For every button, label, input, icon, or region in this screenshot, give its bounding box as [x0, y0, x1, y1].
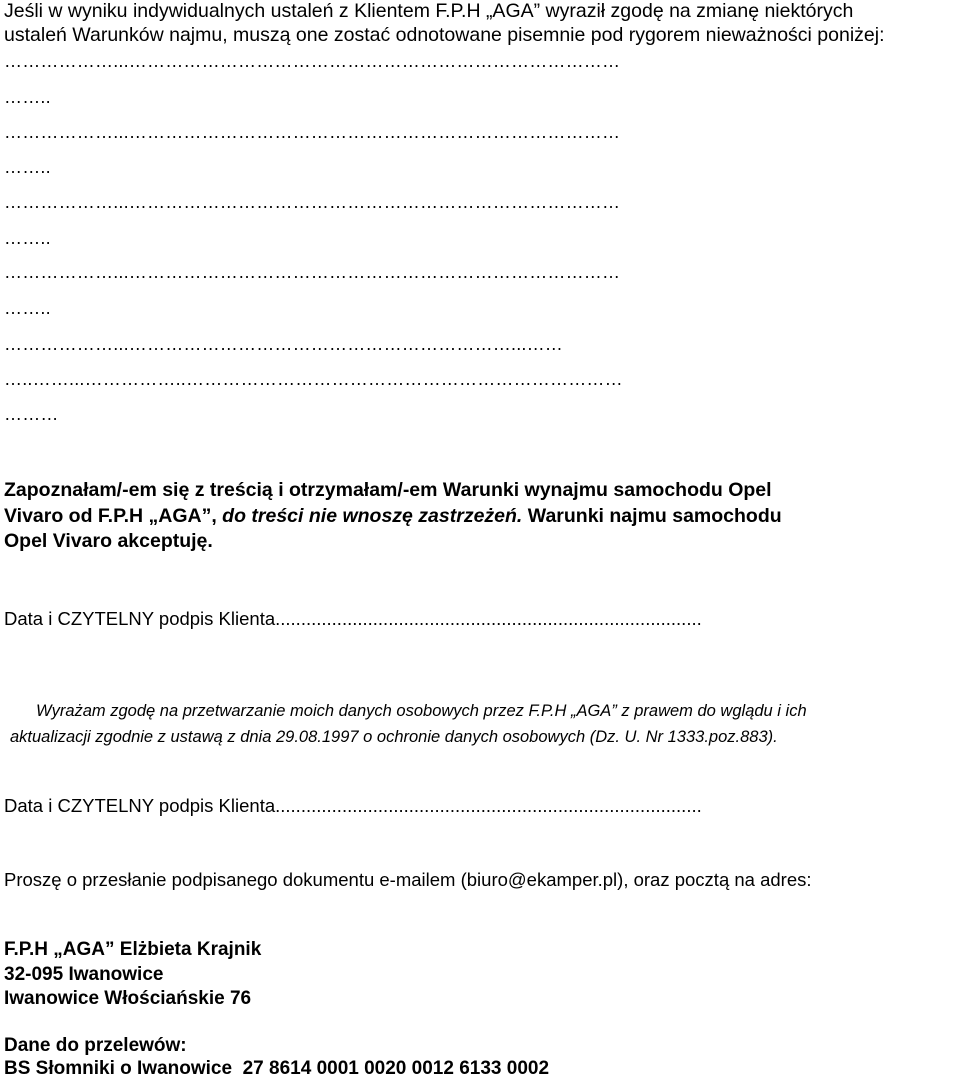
- request-text: Proszę o przesłanie podpisanego dokumentu e-mailem (biuro@ekamper.pl), oraz pocztą na adres:: [4, 869, 812, 890]
- acceptance-line-3: Opel Vivaro akceptuję.: [4, 530, 213, 552]
- address-street: Iwanowice Włościańskie 76: [4, 988, 252, 1009]
- intro-line-2: ustaleń Warunków najmu, muszą one zostać odnotowane pisemnie pod rygorem nieważności poniżej:: [4, 24, 885, 46]
- dotted-line: ………………...………………………………………………………………………: [4, 262, 621, 282]
- dotted-line: ……..: [4, 87, 51, 107]
- signature-line-1: Data i CZYTELNY podpis Klienta...................................................................................: [4, 608, 702, 629]
- acceptance-line-2-italic: do treści nie wnoszę zastrzeżeń.: [222, 505, 523, 527]
- dotted-line: ………: [4, 404, 59, 424]
- dotted-line: ……..: [4, 228, 51, 248]
- acceptance-line-2: [4, 507, 782, 527]
- dotted-line: ………………...………………………………………………………………………: [4, 51, 621, 71]
- consent-line-2: aktualizacji zgodnie z ustawą z dnia 29.08.1997 o ochronie danych osobowych (Dz. U. Nr 1333.poz.883).: [10, 728, 778, 746]
- acceptance-line-2-tail: Warunki najmu samochodu: [522, 505, 782, 527]
- acceptance-line-2-normal: Vivaro od F.P.H „AGA”,: [4, 505, 223, 527]
- acceptance-line-1: Zapoznałam/-em się z treścią i otrzymałam/-em Warunki wynajmu samochodu Opel: [4, 479, 772, 501]
- address-name: F.P.H „AGA” Elżbieta Krajnik: [4, 939, 262, 960]
- dotted-line: ……..: [4, 157, 51, 177]
- dotted-line: …..……...……………..………………………………………………………………: [4, 369, 623, 389]
- dotted-line: ………………...………………………………………………………………………: [4, 192, 621, 212]
- address-city: 32-095 Iwanowice: [4, 964, 164, 985]
- bank-label: Dane do przelewów:: [4, 1035, 187, 1056]
- intro-line-1: Jeśli w wyniku indywidualnych ustaleń z Klientem F.P.H „AGA” wyraził zgodę na zmianę niektórych: [4, 0, 854, 22]
- consent-line-1: Wyrażam zgodę na przetwarzanie moich danych osobowych przez F.P.H „AGA” z prawem do wglądu i ich: [36, 702, 807, 720]
- dotted-line: ……..: [4, 298, 51, 318]
- bank-account: BS Słomniki o Iwanowice 27 8614 0001 0020 0012 6133 0002: [4, 1058, 550, 1079]
- dotted-line: ………………...………………………………………………………...……: [4, 334, 564, 354]
- signature-line-2: Data i CZYTELNY podpis Klienta...................................................................................: [4, 795, 702, 816]
- dotted-line: ………………...………………………………………………………………………: [4, 122, 621, 142]
